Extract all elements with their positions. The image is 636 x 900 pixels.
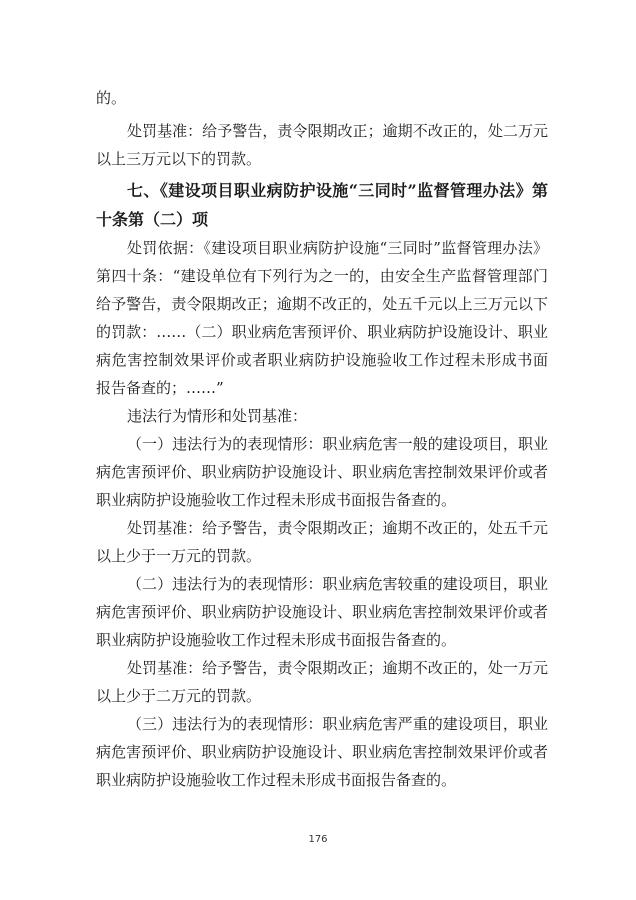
text-line: 处罚基准：给予警告，责令限期改正；逾期不改正的，处一万元 xyxy=(127,659,548,677)
text-line: 违法行为情形和处罚基准： xyxy=(127,407,308,425)
text-line: 处罚依据：《建设项目职业病防护设施“三同时”监督管理办法》 xyxy=(127,239,548,257)
text-line: 以上少于二万元的罚款。 xyxy=(96,687,262,705)
text-line: 职业病防护设施验收工作过程未形成书面报告备查的。 xyxy=(96,771,457,789)
text-line: （一）违法行为的表现情形：职业病危害一般的建设项目，职业 xyxy=(127,435,548,453)
text-line: 病危害预评价、职业病防护设施设计、职业病危害控制效果评价或者 xyxy=(96,603,548,621)
text-line: 病危害预评价、职业病防护设施设计、职业病危害控制效果评价或者 xyxy=(96,743,548,761)
text-line: 病危害预评价、职业病防护设施设计、职业病危害控制效果评价或者 xyxy=(96,463,548,481)
text-line: 第四十条：“建设单位有下列行为之一的，由安全生产监督管理部门 xyxy=(96,267,548,285)
section-heading: 七、《建设项目职业病防护设施“三同时”监督管理办法》第 xyxy=(127,181,548,200)
text-line: 处罚基准：给予警告，责令限期改正；逾期不改正的，处五千元 xyxy=(127,519,548,537)
text-line: 职业病防护设施验收工作过程未形成书面报告备查的。 xyxy=(96,491,457,509)
text-line: 报告备查的；……” xyxy=(96,379,224,397)
text-line: （二）违法行为的表现情形：职业病危害较重的建设项目，职业 xyxy=(127,575,548,593)
text-line: 的罚款：……（二）职业病危害预评价、职业病防护设施设计、职业 xyxy=(96,323,548,341)
text-line: 病危害控制效果评价或者职业病防护设施验收工作过程未形成书面 xyxy=(96,351,548,369)
text-line: （三）违法行为的表现情形：职业病危害严重的建设项目，职业 xyxy=(127,715,548,733)
text-line: 的。 xyxy=(96,89,127,107)
text-line: 以上少于一万元的罚款。 xyxy=(96,547,262,565)
text-line: 以上三万元以下的罚款。 xyxy=(96,150,262,168)
text-line: 处罚基准：给予警告，责令限期改正；逾期不改正的，处二万元 xyxy=(127,122,548,140)
page-number: 176 xyxy=(308,834,328,845)
text-line: 职业病防护设施验收工作过程未形成书面报告备查的。 xyxy=(96,631,457,649)
text-line: 给予警告，责令限期改正；逾期不改正的，处五千元以上三万元以下 xyxy=(96,295,548,313)
section-heading: 十条第（二）项 xyxy=(96,210,209,229)
